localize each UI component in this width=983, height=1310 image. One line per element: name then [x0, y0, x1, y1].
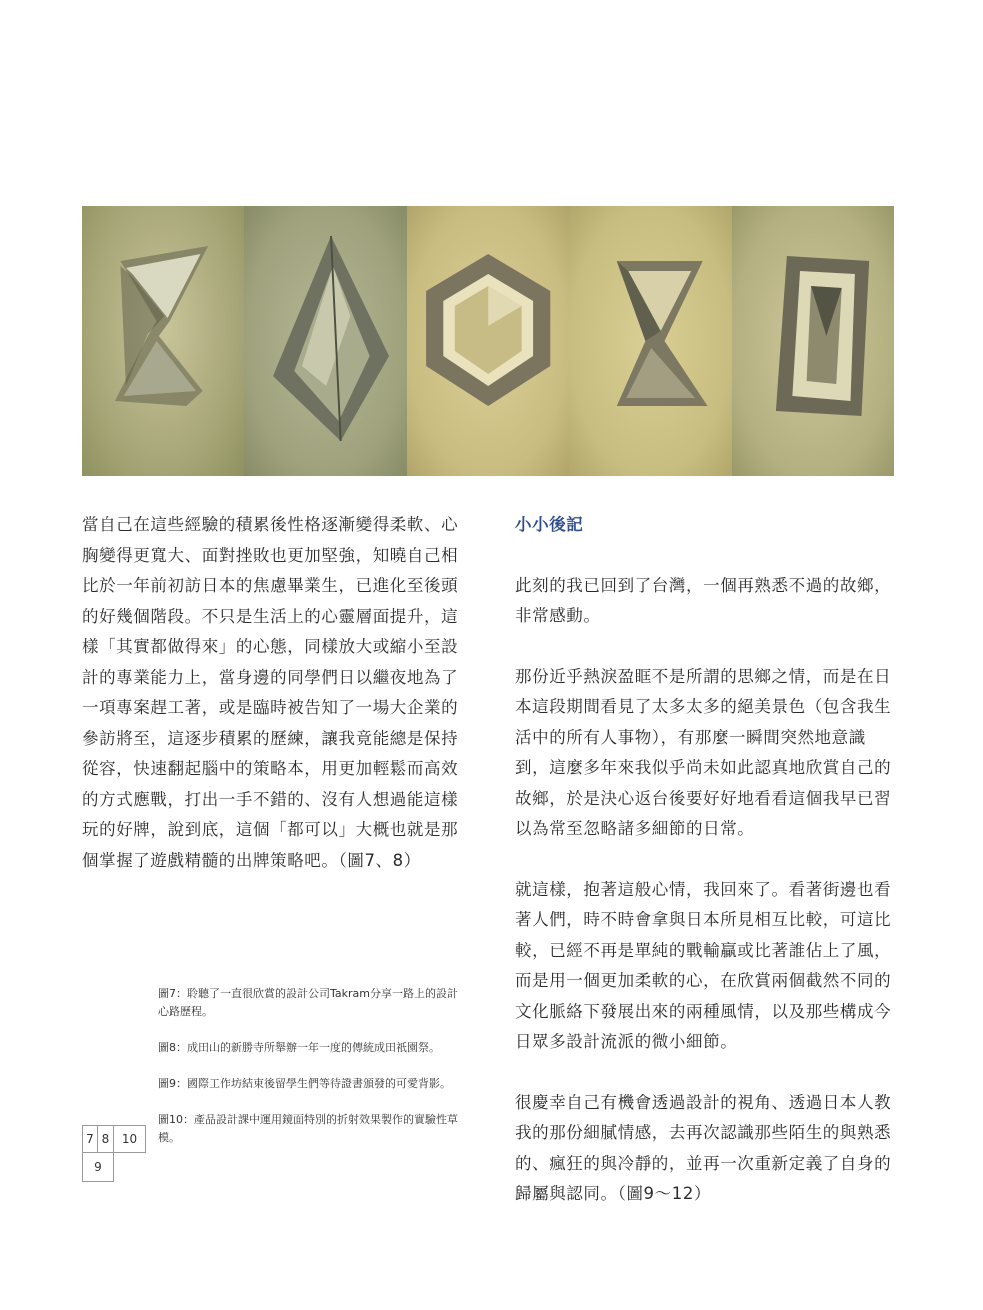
caption-fig8: 圖8：成田山的新勝寺所舉辦一年一度的傳統成田祇園祭。	[158, 1041, 440, 1054]
main-body-text	[82, 510, 472, 876]
figure-captions	[158, 985, 468, 1165]
photo-hourglass-model	[82, 206, 244, 476]
photo-rectangle-model	[732, 206, 894, 476]
postscript-paragraph-4: 很慶幸自己有機會透過設計的視角、透過日本人教我的那份細膩情感，去再次認識那些陌生的與熟悉的、瘋狂的與冷靜的，並再一次重新定義了自身的歸屬與認同。（圖9～12）	[515, 1092, 892, 1203]
postscript-section	[515, 510, 895, 1240]
fig-key-8: 8	[97, 1125, 114, 1153]
postscript-paragraph-1: 此刻的我已回到了台灣，一個再熟悉不過的故鄉，非常感動。	[515, 575, 892, 625]
caption-fig9: 圖9：國際工作坊結束後留學生們等待證書頒發的可愛背影。	[158, 1077, 451, 1090]
photo-hexagon-model	[407, 206, 569, 476]
body-paragraph: 當自己在這些經驗的積累後性格逐漸變得柔軟、心胸變得更寬大、面對挫敗也更加堅強，知曉自己相比於一年前初訪日本的焦慮畢業生，已進化至後頭的好幾個階段。不只是生活上的心靈層面提升，這樣「其實都做得來」的心態，同樣放大或縮小至設計的專業能力上，當身邊的同學們日以繼夜地為了一項專案趕工著，或是臨時被告知了一場大企業的參訪將至，這逐步積累的歷練，讓我竟能總是保持從容，快速翻起腦中的策略本，用更加輕鬆而高效的方式應戰，打出一手不錯的、沒有人想過能這樣玩的好牌，說到底，這個「都可以」大概也就是那個掌握了遊戲精髓的出牌策略吧。（圖7、8）	[82, 515, 459, 870]
postscript-paragraph-3: 就這樣，抱著這般心情，我回來了。看著街邊也看著人們，時不時會拿與日本所見相互比較，可這比較，已經不再是單純的戰輸贏或比著誰佔上了風，而是用一個更加柔軟的心，在欣賞兩個截然不同的文化脈絡下發展出來的兩種風情，以及那些構成今日眾多設計流派的微小細節。	[515, 879, 892, 1051]
figure-10-photo-strip	[82, 206, 894, 476]
caption-fig7: 圖7：聆聽了一直很欣賞的設計公司Takram分享一路上的設計心路歷程。	[158, 987, 458, 1018]
photo-hourglass-model-2	[569, 206, 731, 476]
postscript-paragraph-2: 那份近乎熱淚盈眶不是所謂的思鄉之情，而是在日本這段期間看見了太多太多的絕美景色（包含我生活中的所有人事物），有那麼一瞬間突然地意識到，這麼多年來我似乎尚未如此認真地欣賞自己的故鄉，於是決心返台後要好好地看看這個我早已習以為常至忽略諸多細節的日常。	[515, 666, 892, 838]
fig-key-10: 10	[113, 1125, 146, 1153]
section-heading: 小小後記	[515, 515, 584, 534]
fig-key-7: 7	[82, 1125, 98, 1153]
photo-diamond-model	[244, 206, 406, 476]
fig-key-9: 9	[82, 1152, 114, 1182]
caption-fig10: 圖10：產品設計課中運用鏡面特別的折射效果製作的實驗性草模。	[158, 1113, 458, 1144]
